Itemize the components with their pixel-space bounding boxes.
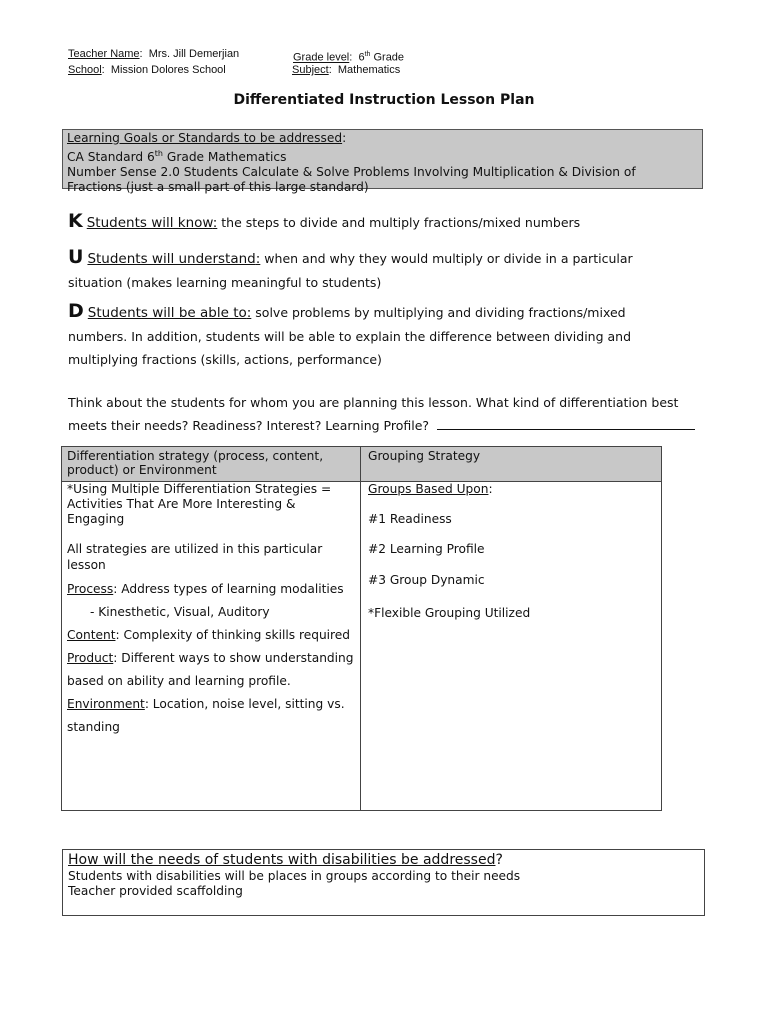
teacher-name-label: Teacher Name [68, 48, 140, 60]
content-item [67, 624, 355, 647]
standard-line [67, 146, 698, 165]
grouping-column-header: Grouping Strategy [368, 449, 481, 463]
understand-label: Students will understand [87, 251, 256, 267]
do-section: D Students will be able to: solve problems by multiplying and dividing fractions/mixed numbers. In addition, students will be able to explain the difference between dividing and multiplying fractions (skills, actions, performance) [68, 300, 632, 367]
know-label: Students will know [86, 215, 213, 231]
environment-label: Environment [67, 697, 145, 711]
do-text: solve problems by multiplying and dividing fractions/mixed numbers. In addition, students will be able to explain the difference between dividing and multiplying fractions (skills, actions, performance) [68, 305, 632, 367]
school-value: Mission Dolores School [110, 64, 226, 76]
understand-text: when and why they would multiply or divide in a particular situation (makes learning meaningful to students) [68, 251, 633, 290]
product-item [67, 647, 355, 693]
process-bullet: - Kinesthetic, Visual, Auditory [90, 605, 270, 619]
understand-section: U Students will understand: when and why they would multiply or divide in a particular situation (makes learning meaningful to students) [68, 246, 633, 290]
strategy-intro: *Using Multiple Differentiation Strategies = Activities That Are More Interesting & Engaging [67, 482, 332, 526]
teacher-name-value: Mrs. Jill Demerjian [148, 48, 240, 60]
disabilities-answer-2: Teacher provided scaffolding [68, 884, 243, 898]
k-letter: K [68, 210, 83, 232]
disabilities-question-text: How will the needs of students with disabilities be addressed [68, 852, 496, 868]
know-text: the steps to divide and multiply fractions/mixed numbers [217, 215, 581, 230]
process-label: Process [67, 582, 114, 596]
strategy-column-header: Differentiation strategy (process, content, product) or Environment [67, 449, 324, 477]
answer-blank-line[interactable] [437, 415, 695, 430]
fractions-line: Fractions (just a small part of this large standard) [67, 180, 369, 195]
product-text: : Different ways to show understanding based on ability and learning profile. [67, 651, 354, 688]
school-line: School: Mission Dolores School [68, 64, 226, 76]
grade-level-word: Grade [373, 51, 405, 64]
table-divider [360, 447, 361, 810]
grade-level-line: Grade level: 6th Grade [293, 51, 405, 64]
disabilities-answer-1: Students with disabilities will be places in groups according to their needs [68, 869, 521, 883]
u-letter: U [68, 246, 84, 268]
disabilities-question [68, 851, 699, 869]
group-learning-profile: #2 Learning Profile [368, 542, 485, 556]
groups-based-upon [368, 482, 658, 497]
grade-level-number: 6 [358, 51, 365, 64]
page-title: Differentiated Instruction Lesson Plan [233, 92, 535, 108]
standard-text-end: Grade Mathematics [163, 150, 287, 165]
product-label: Product [67, 651, 114, 665]
disabilities-box [62, 849, 705, 916]
know-section: K Students will know: the steps to divide and multiply fractions/mixed numbers [68, 210, 581, 232]
d-letter: D [68, 300, 84, 322]
strategy-all: All strategies are utilized in this particular lesson [67, 542, 323, 572]
school-label: School [68, 64, 102, 76]
group-dynamic: #3 Group Dynamic [368, 573, 485, 587]
standard-text: CA Standard 6 [67, 150, 155, 165]
content-text: : Complexity of thinking skills required [115, 628, 351, 642]
subject-line: Subject: Mathematics [292, 64, 401, 76]
groups-colon: : [488, 482, 493, 496]
subject-label: Subject [292, 64, 329, 76]
strategy-table [61, 446, 662, 811]
process-item [67, 578, 355, 601]
number-sense-line: Number Sense 2.0 Students Calculate & Solve Problems Involving Multiplication & Division of [67, 165, 636, 180]
differentiation-question [68, 391, 708, 437]
grouping-cell [368, 482, 658, 621]
learning-goals-box: Learning Goals or Standards to be addressed: CA Standard 6th Grade Mathematics Number Sense 2.0 Students Calculate & Solve Problems Involving Multiplication & Division of Fractions (just a small part of this large standard) [62, 129, 703, 189]
strategy-cell [67, 482, 355, 739]
subject-value: Mathematics [337, 64, 401, 76]
do-label: Students will be able to [87, 305, 247, 321]
groups-based-upon-label: Groups Based Upon [368, 482, 489, 496]
learning-goals-label: Learning Goals or Standards to be addressed [67, 131, 343, 145]
environment-text: : Location, noise level, sitting vs. standing [67, 697, 345, 734]
content-label: Content [67, 628, 116, 642]
process-text: : Address types of learning modalities [113, 582, 344, 596]
standard-suffix: th [154, 149, 164, 158]
teacher-name-line: Teacher Name: Mrs. Jill Demerjian [68, 48, 240, 60]
question-mark: ? [495, 852, 503, 868]
grade-level-label: Grade level [293, 51, 350, 64]
environment-item [67, 693, 355, 739]
group-readiness: #1 Readiness [368, 512, 452, 526]
flexible-grouping: *Flexible Grouping Utilized [368, 606, 531, 620]
differentiation-question-text: Think about the students for whom you are planning this lesson. What kind of differentiation best meets their needs? Readiness? Interest? Learning Profile? [68, 395, 679, 433]
grade-level-suffix: th [364, 51, 371, 58]
